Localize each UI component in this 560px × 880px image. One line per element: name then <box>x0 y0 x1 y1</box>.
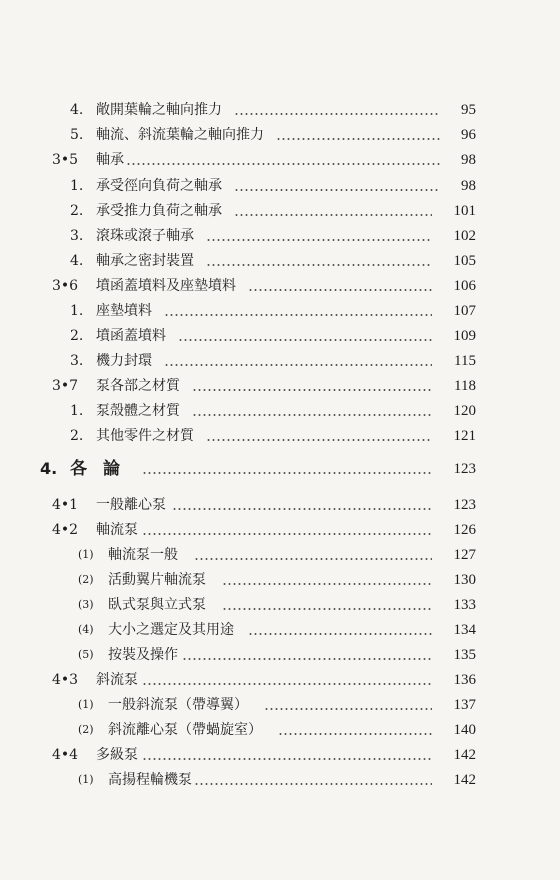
entry-page: 134 <box>453 621 476 638</box>
entry-title: 活動翼片軸流泵 <box>108 572 206 588</box>
entry-title: 滾珠或滾子軸承 <box>96 228 194 244</box>
dot-leader <box>182 658 432 660</box>
toc-entry <box>0 693 560 717</box>
entry-number: 3•7 <box>52 378 79 394</box>
entry-title: 泵殼體之材質 <box>96 403 180 419</box>
dot-leader <box>142 472 432 474</box>
dot-leader <box>278 733 432 735</box>
toc-entry <box>0 249 560 273</box>
entry-page: 127 <box>453 546 476 563</box>
dot-leader <box>142 533 432 535</box>
dot-leader <box>234 113 440 115</box>
entry-page: 133 <box>453 596 476 613</box>
entry-number: 4•1 <box>52 497 79 513</box>
entry-number: 4•3 <box>52 672 79 688</box>
dot-leader <box>192 389 432 391</box>
entry-title: 墳函蓋墳料 <box>96 328 166 344</box>
entry-number: 2. <box>70 203 84 219</box>
toc-entry <box>0 493 560 517</box>
entry-page: 109 <box>453 327 476 344</box>
entry-number: 3. <box>70 353 84 369</box>
entry-title: 一般斜流泵（帶導翼） <box>108 697 248 713</box>
entry-title: 墳函蓋墳料及座墊墳料 <box>96 278 236 294</box>
toc-entry <box>0 543 560 567</box>
toc-entry <box>0 123 560 147</box>
toc-entry <box>0 224 560 248</box>
toc-entry <box>0 743 560 767</box>
entry-page: 123 <box>453 460 476 477</box>
chapter-number: 4. <box>40 459 58 478</box>
entry-title: 軸承 <box>96 152 124 168</box>
dot-leader <box>248 289 432 291</box>
toc-entry <box>0 518 560 542</box>
entry-title: 泵各部之材質 <box>96 378 180 394</box>
entry-number: 1. <box>70 178 84 194</box>
entry-number: 3. <box>70 228 84 244</box>
entry-number: 5. <box>70 127 84 143</box>
entry-number: 3•5 <box>52 152 79 168</box>
toc-entry <box>0 618 560 642</box>
entry-title: 軸流泵 <box>96 522 138 538</box>
dot-leader <box>142 758 432 760</box>
entry-page: 135 <box>453 646 476 663</box>
dot-leader <box>142 683 432 685</box>
dot-leader <box>206 239 432 241</box>
entry-number: 1. <box>70 303 84 319</box>
entry-title: 大小之選定及其用途 <box>108 622 234 638</box>
entry-title: 機力封環 <box>96 353 152 369</box>
entry-number: (2) <box>78 573 94 586</box>
entry-page: 126 <box>453 521 476 538</box>
entry-title: 一般離心泵 <box>96 497 166 513</box>
entry-page: 98 <box>461 151 476 168</box>
entry-number: (2) <box>78 723 94 736</box>
dot-leader <box>194 558 432 560</box>
dot-leader <box>206 439 432 441</box>
toc-entry <box>0 148 560 172</box>
toc-chapter-entry <box>0 457 560 481</box>
entry-title: 多級泵 <box>96 747 138 763</box>
entry-page: 101 <box>453 202 476 219</box>
entry-title: 其他零件之材質 <box>96 428 194 444</box>
entry-page: 121 <box>453 427 476 444</box>
entry-title: 軸流、斜流葉輪之軸向推力 <box>96 127 264 143</box>
entry-title: 斜流泵 <box>96 672 138 688</box>
dot-leader <box>192 414 432 416</box>
entry-page: 115 <box>454 352 476 369</box>
entry-number: 2. <box>70 328 84 344</box>
entry-page: 96 <box>461 126 476 143</box>
dot-leader <box>172 508 432 510</box>
entry-number: 1. <box>70 403 84 419</box>
entry-page: 118 <box>454 377 476 394</box>
entry-number: (1) <box>78 698 94 711</box>
entry-page: 137 <box>453 696 476 713</box>
entry-number: 4. <box>70 102 84 118</box>
entry-title: 承受徑向負荷之軸承 <box>96 178 222 194</box>
entry-number: 4. <box>70 253 84 269</box>
entry-page: 123 <box>453 496 476 513</box>
toc-entry <box>0 349 560 373</box>
toc-entry <box>0 643 560 667</box>
chapter-title: 各論 <box>70 458 136 479</box>
entry-title: 軸流泵一般 <box>108 547 178 563</box>
entry-number: (1) <box>78 773 94 786</box>
dot-leader <box>222 583 432 585</box>
entry-title: 承受推力負荷之軸承 <box>96 203 222 219</box>
entry-page: 98 <box>461 177 476 194</box>
entry-number: 4•2 <box>52 522 79 538</box>
entry-page: 105 <box>453 252 476 269</box>
entry-page: 120 <box>453 402 476 419</box>
entry-title: 軸承之密封裝置 <box>96 253 194 269</box>
toc-entry <box>0 199 560 223</box>
entry-number: (3) <box>78 598 94 611</box>
entry-page: 107 <box>453 302 476 319</box>
entry-number: (1) <box>78 548 94 561</box>
entry-title: 斜流離心泵（帶蝸旋室） <box>108 722 262 738</box>
entry-page: 102 <box>453 227 476 244</box>
dot-leader <box>126 163 440 165</box>
dot-leader <box>248 633 432 635</box>
entry-page: 136 <box>453 671 476 688</box>
toc-entry <box>0 98 560 122</box>
toc-entry <box>0 399 560 423</box>
entry-title: 臥式泵與立式泵 <box>108 597 206 613</box>
entry-page: 106 <box>453 277 476 294</box>
entry-title: 敞開葉輪之軸向推力 <box>96 102 222 118</box>
dot-leader <box>276 138 440 140</box>
entry-page: 142 <box>453 771 476 788</box>
dot-leader <box>222 608 432 610</box>
entry-number: 3•6 <box>52 278 79 294</box>
entry-page: 130 <box>453 571 476 588</box>
dot-leader <box>264 708 432 710</box>
toc-entry <box>0 174 560 198</box>
toc-entry <box>0 424 560 448</box>
dot-leader <box>164 314 432 316</box>
entry-number: (5) <box>78 648 94 661</box>
toc-entry <box>0 299 560 323</box>
toc-entry <box>0 668 560 692</box>
toc-entry <box>0 568 560 592</box>
entry-number: 2. <box>70 428 84 444</box>
toc-entry <box>0 324 560 348</box>
dot-leader <box>194 783 432 785</box>
entry-page: 142 <box>453 746 476 763</box>
dot-leader <box>234 189 440 191</box>
dot-leader <box>206 264 432 266</box>
toc-entry <box>0 718 560 742</box>
entry-page: 95 <box>461 101 476 118</box>
entry-page: 140 <box>453 721 476 738</box>
dot-leader <box>234 214 432 216</box>
toc-entry <box>0 374 560 398</box>
entry-title: 座墊墳料 <box>96 303 152 319</box>
toc-entry <box>0 274 560 298</box>
entry-title: 高揚程輪機泵 <box>108 772 192 788</box>
toc-entry <box>0 768 560 792</box>
entry-title: 按裝及操作 <box>108 647 178 663</box>
dot-leader <box>164 364 432 366</box>
entry-number: 4•4 <box>52 747 79 763</box>
entry-number: (4) <box>78 623 94 636</box>
toc-entry <box>0 593 560 617</box>
dot-leader <box>178 339 432 341</box>
